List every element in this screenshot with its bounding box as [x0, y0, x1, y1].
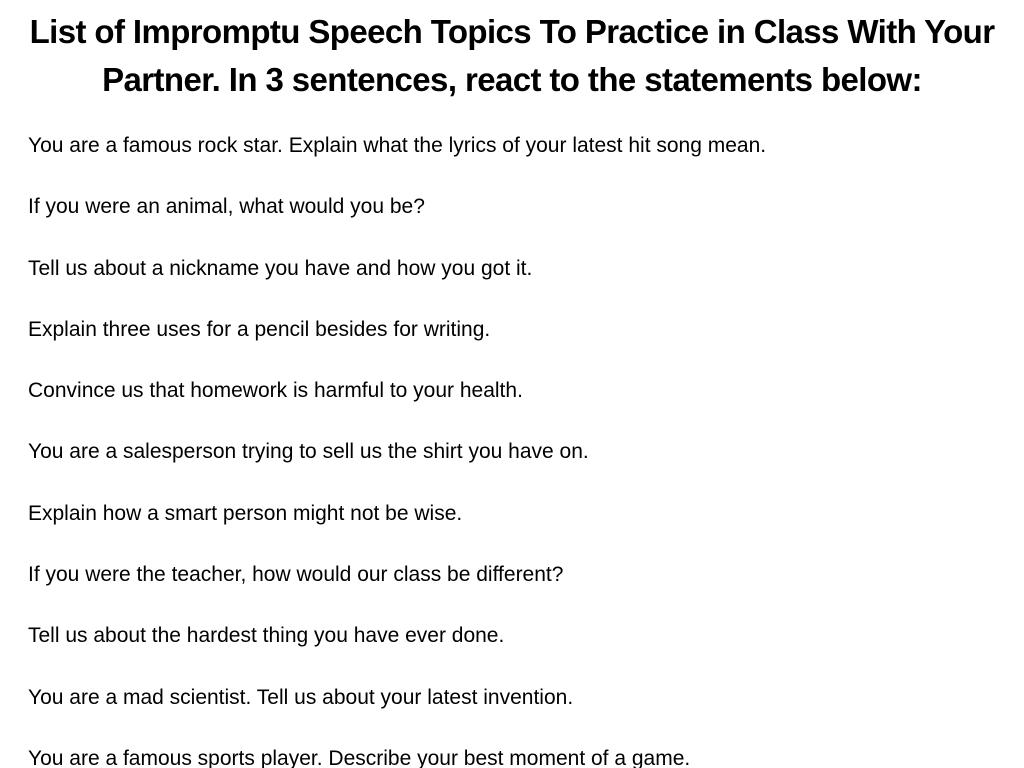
topic-list — [28, 126, 1008, 768]
topic-item: If you were an animal, what would you be? — [28, 195, 425, 219]
topic-item: Tell us about a nickname you have and how you got it. — [28, 256, 533, 280]
topic-item: Explain three uses for a pencil besides for writing. — [28, 317, 491, 341]
topic-item: If you were the teacher, how would our class be different? — [28, 563, 564, 587]
topic-item: Explain how a smart person might not be wise. — [28, 501, 463, 525]
topic-item: Convince us that homework is harmful to your health. — [28, 379, 523, 403]
topic-item: You are a mad scientist. Tell us about your latest invention. — [28, 685, 574, 709]
topic-item: Tell us about the hardest thing you have ever done. — [28, 624, 505, 648]
topic-item: You are a salesperson trying to sell us the shirt you have on. — [28, 440, 589, 464]
slide-title: List of Impromptu Speech Topics To Practice in Class With Your Partner. In 3 sentences, react to the statements below: — [29, 13, 995, 98]
topic-item: You are a famous sports player. Describe your best moment of a game. — [28, 746, 691, 768]
topic-item: You are a famous rock star. Explain what the lyrics of your latest hit song mean. — [28, 134, 767, 157]
